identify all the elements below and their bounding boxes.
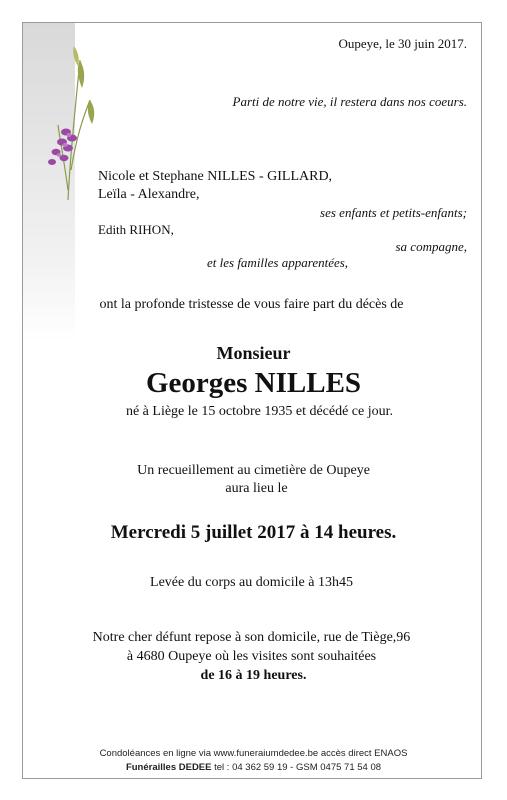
relation-children: ses enfants et petits-enfants;	[320, 205, 467, 220]
family-line-companion: Edith RIHON,	[98, 222, 174, 237]
visits-hours: de 16 à 19 heures.	[200, 668, 307, 683]
footer-contact	[0, 762, 507, 773]
footer-phone-numbers: tel : 04 362 59 19 - GSM 0475 71 54 08	[211, 762, 382, 773]
footer-condolences: Condoléances en ligne via www.funeraiumdedee.be accès direct ENAOS	[99, 748, 408, 759]
levee-line: Levée du corps au domicile à 13h45	[150, 575, 353, 590]
place-date: Oupeye, le 30 juin 2017.	[338, 36, 467, 51]
birth-death-line: né à Liège le 15 octobre 1935 et décédé ce jour.	[125, 404, 394, 419]
ceremony-line-2: aura lieu le	[225, 481, 288, 496]
deceased-title: Monsieur	[216, 343, 291, 363]
relation-companion: sa compagne,	[395, 239, 467, 254]
visits-line-2: à 4680 Oupeye où les visites sont souhaitées	[126, 649, 377, 664]
memorial-quote: Parti de notre vie, il restera dans nos coeurs.	[232, 94, 467, 109]
ceremony-datetime: Mercredi 5 juillet 2017 à 14 heures.	[110, 522, 397, 543]
relation-families: et les familles apparentées,	[207, 255, 349, 270]
deceased-name: Georges NILLES	[145, 367, 362, 399]
ceremony-line-1: Un recueillement au cimetière de Oupeye	[137, 463, 370, 478]
family-line-grandchildren: Leïla - Alexandre,	[98, 187, 200, 202]
funeral-company-name: Funérailles DEDEE	[125, 762, 212, 773]
family-line-children: Nicole et Stephane NILLES - GILLARD,	[98, 169, 333, 184]
announcement-text: ont la profonde tristesse de vous faire part du décès de	[99, 297, 404, 312]
visits-line-1: Notre cher défunt repose à son domicile, rue de Tiège,96	[92, 630, 411, 645]
